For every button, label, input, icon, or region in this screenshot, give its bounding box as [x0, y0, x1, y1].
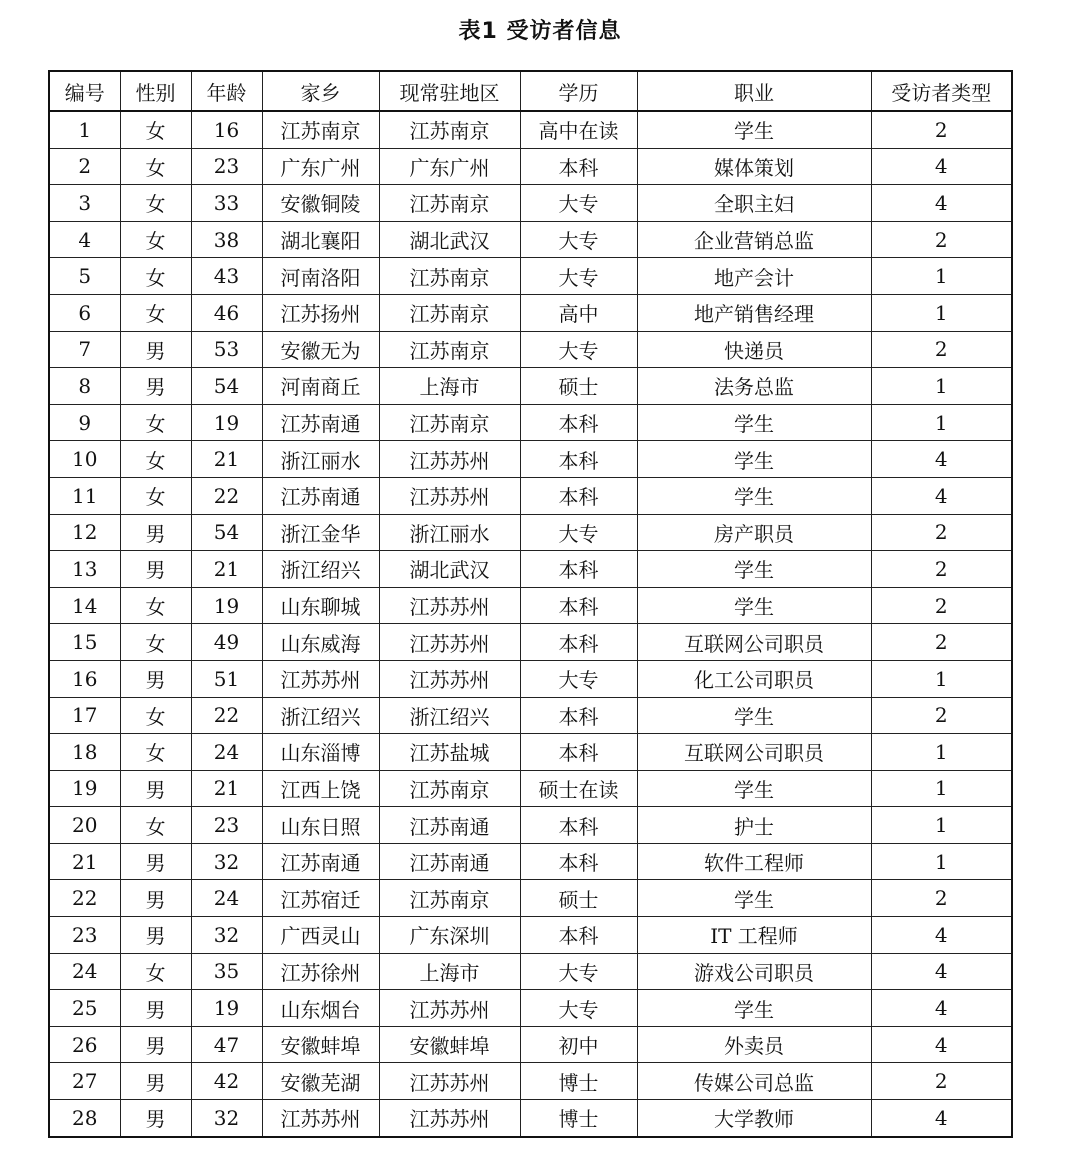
table-row [49, 111, 1012, 148]
cell-occupation: 化工公司职员 [637, 660, 871, 697]
cell-hometown: 山东聊城 [262, 587, 379, 624]
cell-respondent-type: 2 [871, 1063, 1012, 1100]
cell-gender: 男 [120, 331, 191, 368]
table-row [49, 697, 1012, 734]
cell-residence: 江苏南通 [379, 843, 520, 880]
cell-hometown: 江苏南通 [262, 404, 379, 441]
table-row [49, 368, 1012, 405]
cell-hometown: 山东威海 [262, 624, 379, 661]
cell-id: 22 [49, 880, 120, 917]
cell-id: 13 [49, 551, 120, 588]
cell-education: 本科 [520, 404, 637, 441]
table-row [49, 990, 1012, 1027]
cell-age: 19 [191, 990, 262, 1027]
cell-occupation: 房产职员 [637, 514, 871, 551]
cell-age: 47 [191, 1026, 262, 1063]
cell-education: 初中 [520, 1026, 637, 1063]
cell-id: 1 [49, 111, 120, 148]
cell-gender: 男 [120, 990, 191, 1027]
cell-gender: 男 [120, 1026, 191, 1063]
cell-gender: 女 [120, 734, 191, 771]
cell-respondent-type: 4 [871, 185, 1012, 222]
cell-education: 本科 [520, 624, 637, 661]
cell-residence: 江苏南通 [379, 807, 520, 844]
cell-gender: 女 [120, 441, 191, 478]
cell-hometown: 湖北襄阳 [262, 221, 379, 258]
cell-hometown: 江苏南京 [262, 111, 379, 148]
cell-gender: 女 [120, 477, 191, 514]
cell-residence: 浙江绍兴 [379, 697, 520, 734]
cell-gender: 男 [120, 660, 191, 697]
cell-age: 23 [191, 148, 262, 185]
header-row [49, 71, 1012, 111]
cell-gender: 女 [120, 404, 191, 441]
cell-hometown: 江苏苏州 [262, 1100, 379, 1137]
cell-gender: 男 [120, 843, 191, 880]
cell-respondent-type: 4 [871, 953, 1012, 990]
cell-id: 17 [49, 697, 120, 734]
cell-education: 博士 [520, 1063, 637, 1100]
cell-occupation: 媒体策划 [637, 148, 871, 185]
cell-education: 硕士 [520, 880, 637, 917]
cell-residence: 江苏南京 [379, 111, 520, 148]
cell-residence: 江苏苏州 [379, 624, 520, 661]
cell-residence: 湖北武汉 [379, 551, 520, 588]
cell-residence: 安徽蚌埠 [379, 1026, 520, 1063]
cell-respondent-type: 4 [871, 990, 1012, 1027]
cell-education: 本科 [520, 734, 637, 771]
cell-occupation: 企业营销总监 [637, 221, 871, 258]
cell-gender: 女 [120, 258, 191, 295]
cell-occupation: 学生 [637, 990, 871, 1027]
header-residence: 现常驻地区 [379, 71, 520, 111]
cell-hometown: 江苏扬州 [262, 294, 379, 331]
cell-respondent-type: 4 [871, 1026, 1012, 1063]
cell-age: 23 [191, 807, 262, 844]
table-row [49, 1063, 1012, 1100]
cell-hometown: 安徽铜陵 [262, 185, 379, 222]
cell-respondent-type: 4 [871, 917, 1012, 954]
cell-age: 24 [191, 734, 262, 771]
cell-age: 53 [191, 331, 262, 368]
table-row [49, 258, 1012, 295]
cell-residence: 江苏苏州 [379, 1063, 520, 1100]
cell-age: 21 [191, 441, 262, 478]
table-row [49, 331, 1012, 368]
cell-id: 28 [49, 1100, 120, 1137]
header-id: 编号 [49, 71, 120, 111]
cell-hometown: 安徽无为 [262, 331, 379, 368]
cell-gender: 女 [120, 807, 191, 844]
cell-residence: 湖北武汉 [379, 221, 520, 258]
cell-education: 大专 [520, 185, 637, 222]
cell-gender: 女 [120, 148, 191, 185]
cell-age: 22 [191, 697, 262, 734]
cell-age: 54 [191, 368, 262, 405]
cell-education: 大专 [520, 331, 637, 368]
cell-occupation: 传媒公司总监 [637, 1063, 871, 1100]
cell-occupation: 学生 [637, 477, 871, 514]
cell-age: 35 [191, 953, 262, 990]
cell-residence: 广东广州 [379, 148, 520, 185]
cell-hometown: 江苏宿迁 [262, 880, 379, 917]
cell-respondent-type: 4 [871, 441, 1012, 478]
cell-hometown: 浙江绍兴 [262, 697, 379, 734]
cell-respondent-type: 1 [871, 404, 1012, 441]
cell-occupation: 地产销售经理 [637, 294, 871, 331]
cell-occupation: 学生 [637, 697, 871, 734]
header-gender: 性别 [120, 71, 191, 111]
cell-id: 27 [49, 1063, 120, 1100]
cell-respondent-type: 1 [871, 807, 1012, 844]
cell-gender: 男 [120, 917, 191, 954]
cell-respondent-type: 1 [871, 258, 1012, 295]
cell-hometown: 浙江丽水 [262, 441, 379, 478]
header-occupation: 职业 [637, 71, 871, 111]
cell-education: 高中在读 [520, 111, 637, 148]
cell-id: 18 [49, 734, 120, 771]
cell-residence: 江苏苏州 [379, 587, 520, 624]
cell-residence: 江苏南京 [379, 404, 520, 441]
cell-age: 21 [191, 770, 262, 807]
table-row [49, 734, 1012, 771]
table-row [49, 1026, 1012, 1063]
cell-id: 24 [49, 953, 120, 990]
cell-residence: 广东深圳 [379, 917, 520, 954]
cell-respondent-type: 2 [871, 697, 1012, 734]
cell-age: 46 [191, 294, 262, 331]
cell-hometown: 浙江绍兴 [262, 551, 379, 588]
cell-residence: 江苏南京 [379, 770, 520, 807]
cell-gender: 女 [120, 221, 191, 258]
table-row [49, 880, 1012, 917]
cell-gender: 女 [120, 294, 191, 331]
cell-occupation: IT 工程师 [637, 917, 871, 954]
cell-gender: 男 [120, 770, 191, 807]
cell-age: 16 [191, 111, 262, 148]
cell-hometown: 山东淄博 [262, 734, 379, 771]
cell-age: 49 [191, 624, 262, 661]
cell-hometown: 河南洛阳 [262, 258, 379, 295]
cell-gender: 女 [120, 111, 191, 148]
cell-respondent-type: 2 [871, 111, 1012, 148]
cell-education: 大专 [520, 660, 637, 697]
cell-hometown: 山东日照 [262, 807, 379, 844]
cell-residence: 江苏苏州 [379, 441, 520, 478]
cell-age: 43 [191, 258, 262, 295]
cell-gender: 女 [120, 185, 191, 222]
table-row [49, 221, 1012, 258]
cell-residence: 江苏苏州 [379, 660, 520, 697]
cell-gender: 男 [120, 551, 191, 588]
cell-hometown: 广东广州 [262, 148, 379, 185]
cell-age: 32 [191, 1100, 262, 1137]
cell-gender: 男 [120, 514, 191, 551]
cell-education: 硕士 [520, 368, 637, 405]
cell-hometown: 山东烟台 [262, 990, 379, 1027]
cell-education: 本科 [520, 917, 637, 954]
cell-occupation: 快递员 [637, 331, 871, 368]
table-row [49, 843, 1012, 880]
cell-gender: 男 [120, 880, 191, 917]
cell-gender: 女 [120, 624, 191, 661]
cell-education: 高中 [520, 294, 637, 331]
cell-id: 23 [49, 917, 120, 954]
table-row [49, 294, 1012, 331]
cell-gender: 男 [120, 368, 191, 405]
cell-respondent-type: 1 [871, 734, 1012, 771]
table-row [49, 441, 1012, 478]
table-row [49, 587, 1012, 624]
cell-age: 19 [191, 404, 262, 441]
cell-respondent-type: 4 [871, 477, 1012, 514]
cell-respondent-type: 4 [871, 1100, 1012, 1137]
cell-occupation: 学生 [637, 404, 871, 441]
cell-residence: 江苏苏州 [379, 1100, 520, 1137]
table-row [49, 514, 1012, 551]
cell-hometown: 江西上饶 [262, 770, 379, 807]
cell-id: 6 [49, 294, 120, 331]
cell-occupation: 地产会计 [637, 258, 871, 295]
header-respondent-type: 受访者类型 [871, 71, 1012, 111]
cell-id: 11 [49, 477, 120, 514]
cell-hometown: 江苏南通 [262, 477, 379, 514]
cell-hometown: 安徽芜湖 [262, 1063, 379, 1100]
table-row [49, 917, 1012, 954]
cell-age: 21 [191, 551, 262, 588]
cell-education: 大专 [520, 221, 637, 258]
cell-id: 25 [49, 990, 120, 1027]
cell-hometown: 江苏南通 [262, 843, 379, 880]
cell-residence: 浙江丽水 [379, 514, 520, 551]
cell-residence: 上海市 [379, 953, 520, 990]
cell-id: 19 [49, 770, 120, 807]
cell-education: 本科 [520, 843, 637, 880]
cell-hometown: 江苏苏州 [262, 660, 379, 697]
cell-education: 大专 [520, 514, 637, 551]
cell-id: 3 [49, 185, 120, 222]
cell-respondent-type: 1 [871, 294, 1012, 331]
cell-id: 15 [49, 624, 120, 661]
cell-residence: 江苏南京 [379, 185, 520, 222]
cell-education: 硕士在读 [520, 770, 637, 807]
cell-age: 33 [191, 185, 262, 222]
cell-respondent-type: 2 [871, 551, 1012, 588]
header-hometown: 家乡 [262, 71, 379, 111]
table-row [49, 624, 1012, 661]
cell-age: 24 [191, 880, 262, 917]
cell-hometown: 河南商丘 [262, 368, 379, 405]
cell-respondent-type: 1 [871, 368, 1012, 405]
cell-age: 51 [191, 660, 262, 697]
cell-education: 本科 [520, 441, 637, 478]
cell-occupation: 互联网公司职员 [637, 624, 871, 661]
cell-residence: 江苏南京 [379, 880, 520, 917]
table-row [49, 1100, 1012, 1137]
cell-respondent-type: 2 [871, 221, 1012, 258]
cell-occupation: 学生 [637, 587, 871, 624]
table-row [49, 660, 1012, 697]
table-caption: 表1 受访者信息 [458, 19, 622, 44]
cell-education: 大专 [520, 258, 637, 295]
table-row [49, 404, 1012, 441]
cell-age: 22 [191, 477, 262, 514]
cell-occupation: 学生 [637, 770, 871, 807]
cell-id: 20 [49, 807, 120, 844]
cell-hometown: 浙江金华 [262, 514, 379, 551]
respondent-info-table [48, 70, 1013, 1138]
cell-occupation: 游戏公司职员 [637, 953, 871, 990]
cell-education: 大专 [520, 990, 637, 1027]
cell-hometown: 江苏徐州 [262, 953, 379, 990]
cell-id: 26 [49, 1026, 120, 1063]
table-row [49, 551, 1012, 588]
cell-education: 本科 [520, 148, 637, 185]
cell-age: 42 [191, 1063, 262, 1100]
cell-residence: 上海市 [379, 368, 520, 405]
header-age: 年龄 [191, 71, 262, 111]
cell-occupation: 软件工程师 [637, 843, 871, 880]
cell-respondent-type: 1 [871, 770, 1012, 807]
table-row [49, 770, 1012, 807]
cell-occupation: 全职主妇 [637, 185, 871, 222]
cell-occupation: 学生 [637, 880, 871, 917]
cell-gender: 女 [120, 587, 191, 624]
cell-respondent-type: 2 [871, 514, 1012, 551]
cell-gender: 女 [120, 953, 191, 990]
cell-occupation: 学生 [637, 111, 871, 148]
cell-respondent-type: 1 [871, 843, 1012, 880]
cell-occupation: 互联网公司职员 [637, 734, 871, 771]
cell-age: 32 [191, 843, 262, 880]
cell-respondent-type: 2 [871, 331, 1012, 368]
cell-age: 54 [191, 514, 262, 551]
cell-respondent-type: 1 [871, 660, 1012, 697]
cell-residence: 江苏苏州 [379, 477, 520, 514]
cell-id: 10 [49, 441, 120, 478]
cell-age: 32 [191, 917, 262, 954]
cell-respondent-type: 4 [871, 148, 1012, 185]
cell-residence: 江苏盐城 [379, 734, 520, 771]
cell-respondent-type: 2 [871, 587, 1012, 624]
cell-age: 38 [191, 221, 262, 258]
table-row [49, 953, 1012, 990]
cell-id: 4 [49, 221, 120, 258]
cell-respondent-type: 2 [871, 624, 1012, 661]
table-row [49, 477, 1012, 514]
cell-gender: 男 [120, 1063, 191, 1100]
cell-education: 大专 [520, 953, 637, 990]
cell-age: 19 [191, 587, 262, 624]
cell-id: 12 [49, 514, 120, 551]
cell-occupation: 法务总监 [637, 368, 871, 405]
cell-education: 本科 [520, 477, 637, 514]
cell-id: 2 [49, 148, 120, 185]
cell-hometown: 广西灵山 [262, 917, 379, 954]
table-row [49, 148, 1012, 185]
cell-id: 21 [49, 843, 120, 880]
cell-gender: 男 [120, 1100, 191, 1137]
cell-id: 14 [49, 587, 120, 624]
cell-id: 9 [49, 404, 120, 441]
cell-education: 本科 [520, 551, 637, 588]
cell-id: 7 [49, 331, 120, 368]
cell-occupation: 学生 [637, 551, 871, 588]
cell-residence: 江苏南京 [379, 258, 520, 295]
cell-id: 16 [49, 660, 120, 697]
cell-residence: 江苏苏州 [379, 990, 520, 1027]
cell-education: 博士 [520, 1100, 637, 1137]
cell-education: 本科 [520, 587, 637, 624]
cell-residence: 江苏南京 [379, 331, 520, 368]
table-body [49, 111, 1012, 1137]
cell-id: 5 [49, 258, 120, 295]
cell-occupation: 大学教师 [637, 1100, 871, 1137]
cell-education: 本科 [520, 807, 637, 844]
cell-occupation: 护士 [637, 807, 871, 844]
cell-gender: 女 [120, 697, 191, 734]
cell-respondent-type: 2 [871, 880, 1012, 917]
cell-occupation: 学生 [637, 441, 871, 478]
table-row [49, 185, 1012, 222]
cell-occupation: 外卖员 [637, 1026, 871, 1063]
header-education: 学历 [520, 71, 637, 111]
table-row [49, 807, 1012, 844]
cell-hometown: 安徽蚌埠 [262, 1026, 379, 1063]
cell-residence: 江苏南京 [379, 294, 520, 331]
cell-id: 8 [49, 368, 120, 405]
cell-education: 本科 [520, 697, 637, 734]
